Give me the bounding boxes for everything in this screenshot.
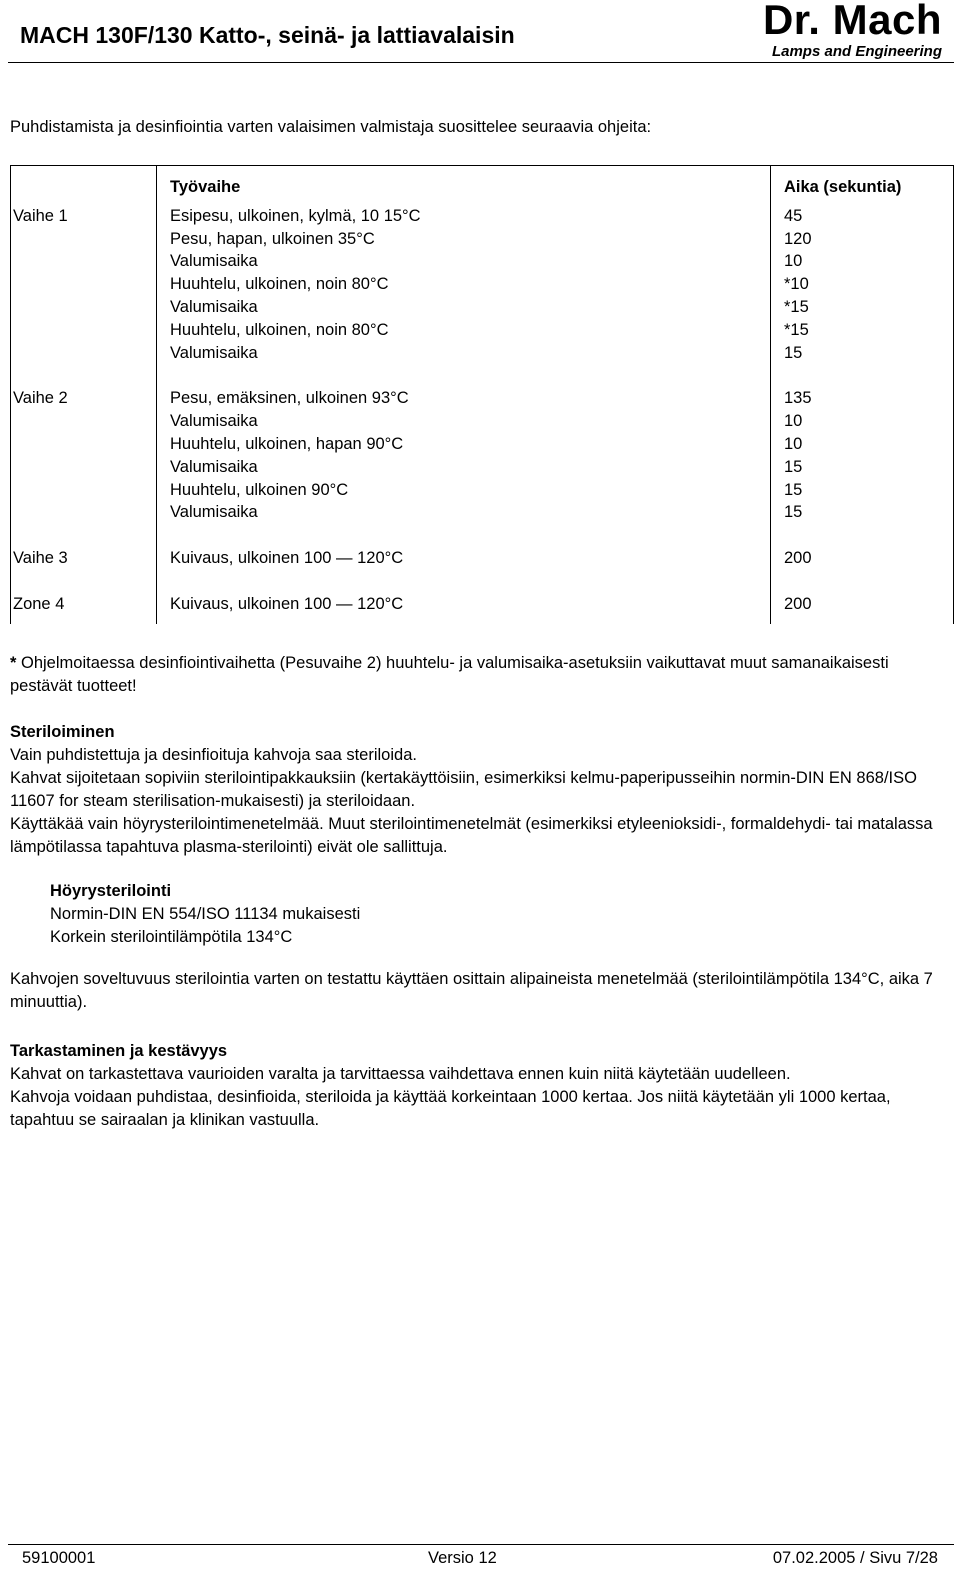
steps-cell [157,385,771,545]
step-line: Huuhtelu, ulkoinen, noin 80°C [170,320,389,339]
step-line: Huuhtelu, ulkoinen, hapan 90°C [170,434,404,453]
inspection-line: Kahvoja voidaan puhdistaa, desinfioida, steriloida ja käyttää korkeintaan 1000 kertaa. Jos niitä käytetään yli 1000 kertaa, tapahtuu se sairaalan ja klinikan vastuulla. [10,1088,891,1129]
stage-cell [11,203,157,386]
step-line: Pesu, hapan, ulkoinen 35°C [170,229,375,248]
note-text: Ohjelmoitaessa desinfiointivaihetta (Pesuvaihe 2) huuhtelu- ja valumisaika-asetuksiin vaikuttavat muut samanaikaisesti pestävät tuotteet! [10,654,889,695]
stage-label: Zone 4 [13,594,65,613]
footer-doc-number: 59100001 [22,1549,96,1567]
steam-heading: Höyrysterilointi [50,882,172,900]
time-value: 120 [784,229,812,248]
brand-logo-name: Dr. Mach [762,0,942,43]
header-stage-cell [11,166,157,203]
header-step-cell: Työvaihe [157,166,771,203]
header-time-cell: Aika (sekuntia) [771,166,954,203]
inspection-heading: Tarkastaminen ja kestävyys [10,1042,228,1060]
cleaning-process-table [10,165,954,624]
steam-line: Normin-DIN EN 554/ISO 11134 mukaisesti [50,905,361,923]
time-value: 15 [784,343,803,362]
note-asterisk: * [10,654,17,672]
times-cell [771,545,954,591]
step-line: Kuivaus, ulkoinen 100 — 120°C [170,594,404,613]
suitability-paragraph: Kahvojen soveltuvuus sterilointia varten on testattu käyttäen osittain alipaineista menetelmää (sterilointilämpötila 134°C, aika 7 minuuttia). [10,970,933,1011]
time-value: 10 [784,252,803,271]
table-row [11,545,954,591]
steam-line: Korkein sterilointilämpötila 134°C [50,928,293,946]
time-value: 10 [784,434,803,453]
table-header-row [11,166,954,203]
stage-cell [11,545,157,591]
time-value: *15 [784,320,809,339]
inspection-line: Kahvat on tarkastettava vaurioiden varalta ja tarvittaessa vaihdettava ennen kuin niitä käytetään uudelleen. [10,1065,791,1083]
time-value: 200 [784,549,812,568]
stage-label: Vaihe 2 [13,389,68,408]
time-value: 135 [784,389,812,408]
time-value: 200 [784,594,812,613]
footer-divider [8,1544,954,1545]
note-paragraph [10,652,950,698]
time-value: 15 [784,480,803,499]
stage-cell [11,385,157,545]
time-value: *15 [784,297,809,316]
times-cell [771,203,954,386]
time-value: 10 [784,412,803,431]
step-line: Kuivaus, ulkoinen 100 — 120°C [170,549,404,568]
steps-cell [157,591,771,624]
times-cell [771,591,954,624]
step-line: Valumisaika [170,252,258,271]
stage-cell [11,591,157,624]
header-divider [8,62,954,63]
stage-label: Vaihe 3 [13,549,68,568]
step-line: Valumisaika [170,503,258,522]
time-value: 15 [784,503,803,522]
time-value: *10 [784,275,809,294]
page-header [0,0,960,72]
footer-version: Versio 12 [428,1549,497,1567]
step-line: Esipesu, ulkoinen, kylmä, 10 15°C [170,206,421,225]
stage-label: Vaihe 1 [13,206,68,225]
times-cell [771,385,954,545]
brand-tagline: Lamps and Engineering [771,43,942,60]
sterilization-line: Vain puhdistettuja ja desinfioituja kahvoja saa steriloida. [10,746,417,764]
step-line: Huuhtelu, ulkoinen 90°C [170,480,349,499]
step-line: Pesu, emäksinen, ulkoinen 93°C [170,389,409,408]
intro-paragraph: Puhdistamista ja desinfiointia varten valaisimen valmistaja suosittelee seuraavia ohjeita: [10,118,652,136]
step-line: Valumisaika [170,457,258,476]
sterilization-line: Kahvat sijoitetaan sopiviin sterilointipakkauksiin (kertakäyttöisiin, esimerkiksi kelmu-paperipusseihin normin-DIN EN 868/ISO 11607 for steam sterilisation-mukaisesti) ja steriloidaan. [10,769,917,810]
step-line: Valumisaika [170,412,258,431]
sterilization-section [10,721,950,859]
document-title: MACH 130F/130 Katto-, seinä- ja lattiavalaisin [20,22,515,48]
time-value: 45 [784,206,803,225]
step-line: Valumisaika [170,343,258,362]
table-row [11,591,954,624]
time-value: 15 [784,457,803,476]
table-row [11,385,954,545]
footer-date-page: 07.02.2005 / Sivu 7/28 [772,1549,938,1567]
steps-cell [157,203,771,386]
steps-cell [157,545,771,591]
steam-sterilization-section [50,880,930,949]
sterilization-line: Käyttäkää vain höyrysterilointimenetelmää. Muut sterilointimenetelmät (esimerkiksi etyleenioksidi-, formaldehydi- tai matalassa lämpötilassa tapahtuva plasma-sterilointi) eivät ole sallittuja. [10,815,933,856]
step-line: Huuhtelu, ulkoinen, noin 80°C [170,275,389,294]
table-row [11,203,954,386]
inspection-section [10,1040,950,1132]
sterilization-heading: Steriloiminen [10,723,115,741]
step-line: Valumisaika [170,297,258,316]
